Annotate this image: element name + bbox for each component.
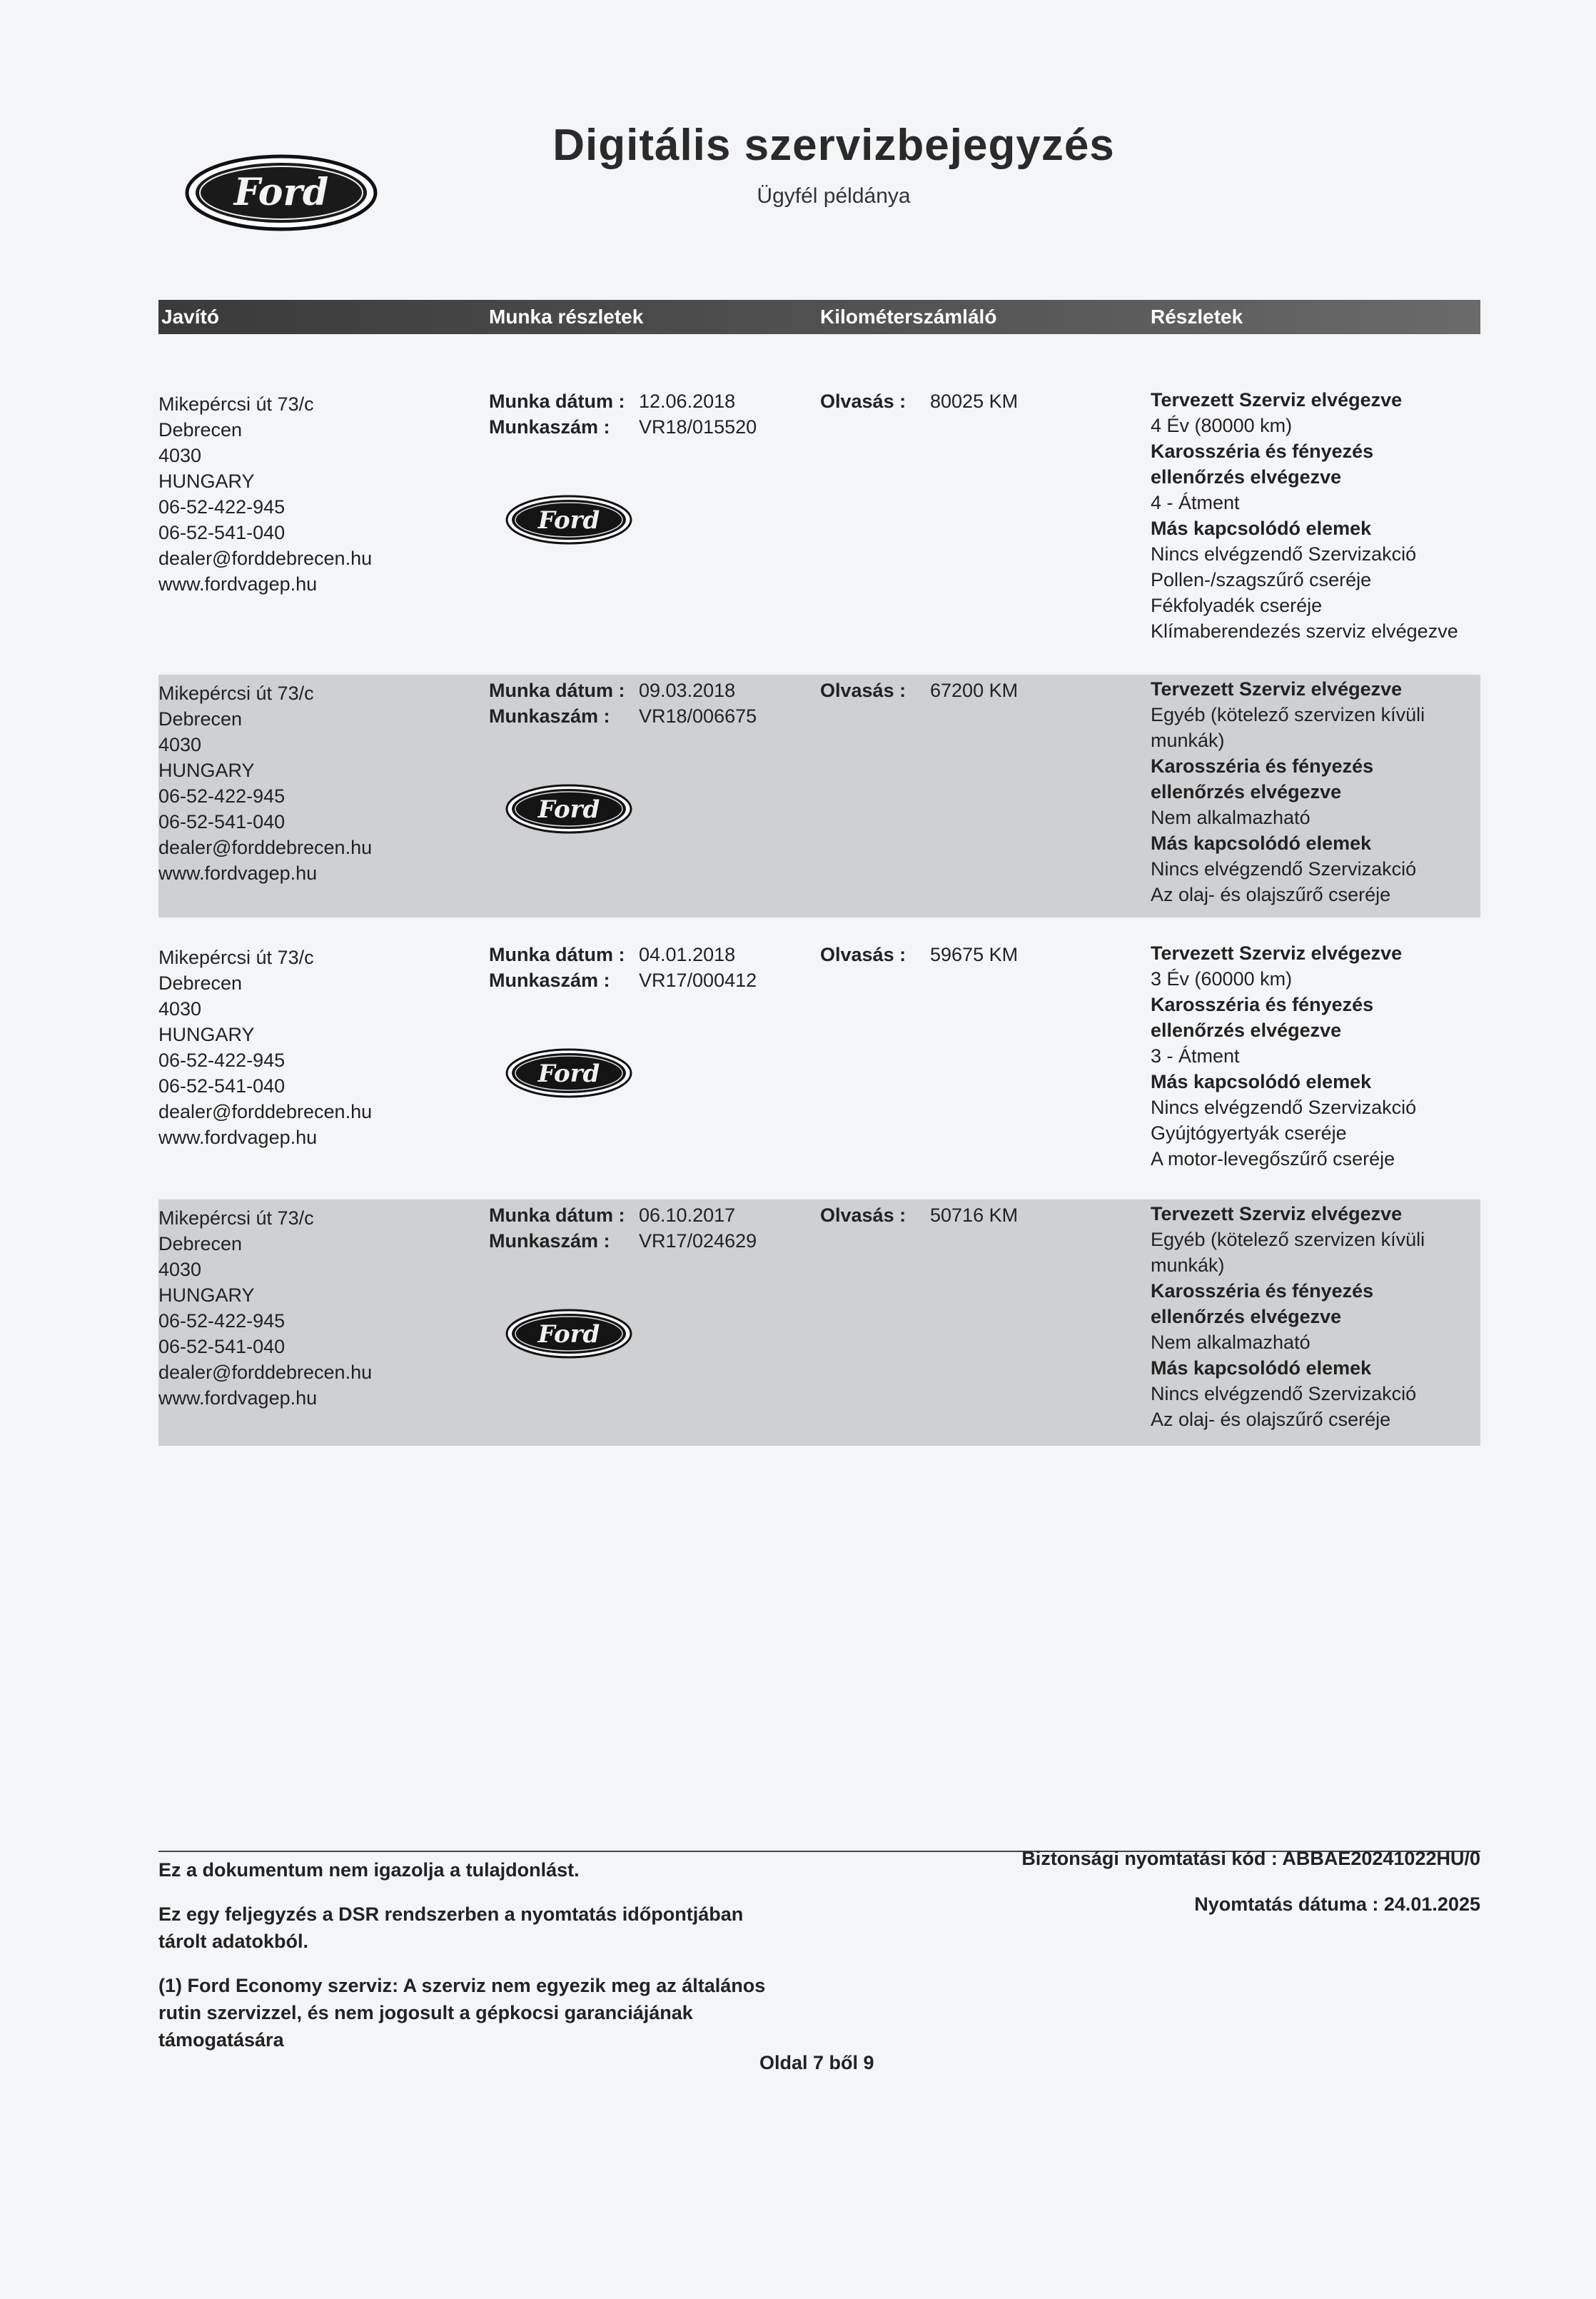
svg-text:Ford: Ford: [537, 506, 600, 535]
table-header: [158, 300, 1480, 334]
ford-logo: [505, 783, 633, 835]
address-line: 4030: [158, 1259, 202, 1280]
detail-line: Egyéb (kötelező szervizen kívüli: [1151, 704, 1425, 725]
address-line: HUNGARY: [158, 1284, 255, 1306]
work-date-label: Munka dátum :: [489, 680, 625, 701]
address-line: Mikepércsi út 73/c: [158, 1207, 314, 1229]
detail-line: munkák): [1151, 730, 1225, 751]
detail-heading: ellenőrzés elvégezve: [1151, 1306, 1342, 1327]
address-line: 06-52-541-040: [158, 1336, 286, 1357]
dealer-address: [158, 391, 372, 597]
page-number: Oldal 7 ből 9: [759, 2052, 874, 2073]
address-line: 06-52-422-945: [158, 1050, 286, 1071]
detail-heading: ellenőrzés elvégezve: [1151, 781, 1342, 803]
svg-text:Ford: Ford: [537, 795, 600, 824]
address-line: HUNGARY: [158, 1024, 255, 1045]
address-line: Debrecen: [158, 972, 243, 994]
address-line: www.fordvagep.hu: [158, 1387, 318, 1409]
reading-label: Olvasás :: [820, 391, 906, 412]
address-line: HUNGARY: [158, 471, 255, 492]
address-line: 4030: [158, 445, 202, 466]
column-header-details: Részletek: [1151, 306, 1243, 328]
odometer-reading: [820, 388, 1018, 414]
service-record: [158, 939, 1480, 1185]
odometer-reading: [820, 678, 1018, 703]
address-line: Mikepércsi út 73/c: [158, 947, 314, 968]
work-date: 09.03.2018: [639, 680, 736, 701]
dealer-address: [158, 945, 372, 1150]
address-line: dealer@forddebrecen.hu: [158, 837, 373, 858]
detail-line: A motor-levegőszűrő cseréje: [1151, 1148, 1395, 1169]
print-date: Nyomtatás dátuma : 24.01.2025: [1194, 1893, 1480, 1915]
detail-line: Egyéb (kötelező szervizen kívüli: [1151, 1229, 1425, 1250]
detail-line: Az olaj- és olajszűrő cseréje: [1151, 884, 1391, 905]
address-line: 06-52-541-040: [158, 811, 286, 832]
work-details: [489, 388, 757, 440]
address-line: 4030: [158, 998, 202, 1020]
address-line: dealer@forddebrecen.hu: [158, 1101, 373, 1122]
economy-service-note: (1) Ford Economy szerviz: A szerviz nem egyezik meg az általános rutin szervizzel, és nem jogosult a gépkocsi garanciájának támogatására: [158, 1975, 766, 2051]
work-number-label: Munkaszám :: [489, 1230, 610, 1252]
reading-value: 59675 KM: [930, 944, 1019, 965]
detail-line: Az olaj- és olajszűrő cseréje: [1151, 1409, 1391, 1430]
detail-heading: Karosszéria és fényezés: [1151, 441, 1374, 462]
service-details: [1151, 940, 1479, 1172]
work-date-label: Munka dátum :: [489, 944, 625, 965]
detail-line: Pollen-/szagszűrő cseréje: [1151, 569, 1372, 590]
detail-heading: Tervezett Szerviz elvégezve: [1151, 942, 1403, 964]
service-details: [1151, 387, 1479, 644]
work-details: [489, 942, 757, 993]
detail-line: Nincs elvégzendő Szervizakció: [1151, 1097, 1417, 1118]
odometer-reading: [820, 1202, 1018, 1228]
work-details: [489, 678, 757, 729]
work-date: 06.10.2017: [639, 1204, 736, 1226]
address-line: HUNGARY: [158, 760, 255, 781]
detail-line: Fékfolyadék cseréje: [1151, 595, 1323, 616]
address-line: Debrecen: [158, 1233, 243, 1254]
detail-heading: Más kapcsolódó elemek: [1151, 1071, 1372, 1092]
svg-text:Ford: Ford: [537, 1060, 600, 1088]
address-line: Mikepércsi út 73/c: [158, 683, 314, 704]
page-title: Digitális szervizbejegyzés: [552, 121, 1115, 170]
address-line: www.fordvagep.hu: [158, 1127, 318, 1148]
service-record: [158, 386, 1480, 671]
detail-line: munkák): [1151, 1254, 1225, 1276]
detail-heading: Karosszéria és fényezés: [1151, 994, 1374, 1015]
ownership-note: Ez a dokumentum nem igazolja a tulajdonlást.: [158, 1859, 580, 1881]
detail-heading: ellenőrzés elvégezve: [1151, 466, 1342, 488]
detail-line: 4 Év (80000 km): [1151, 415, 1293, 436]
dealer-address: [158, 680, 372, 886]
detail-line: Klímaberendezés szerviz elvégezve: [1151, 620, 1458, 642]
address-line: Mikepércsi út 73/c: [158, 393, 314, 415]
detail-line: 3 - Átment: [1151, 1045, 1240, 1067]
address-line: 06-52-422-945: [158, 1310, 286, 1332]
address-line: 4030: [158, 734, 202, 755]
security-print-code: Biztonsági nyomtatási kód : ABBAE20241022HU/0: [1021, 1848, 1480, 1869]
service-details: [1151, 1201, 1479, 1432]
detail-heading: Más kapcsolódó elemek: [1151, 1357, 1372, 1379]
ford-logo: [505, 1047, 633, 1099]
work-number-label: Munkaszám :: [489, 705, 610, 727]
detail-heading: Más kapcsolódó elemek: [1151, 518, 1372, 539]
column-header-repairer: Javító: [161, 306, 219, 328]
detail-heading: Tervezett Szerviz elvégezve: [1151, 678, 1403, 700]
work-number-label: Munkaszám :: [489, 416, 610, 438]
detail-heading: Tervezett Szerviz elvégezve: [1151, 389, 1403, 411]
address-line: 06-52-422-945: [158, 785, 286, 807]
reading-value: 67200 KM: [930, 680, 1019, 701]
ford-logo: [505, 1308, 633, 1359]
detail-heading: Tervezett Szerviz elvégezve: [1151, 1203, 1403, 1224]
work-number: VR17/024629: [639, 1230, 757, 1252]
address-line: 06-52-541-040: [158, 522, 286, 543]
odometer-reading: [820, 942, 1018, 967]
service-record: [158, 675, 1480, 917]
detail-line: Nincs elvégzendő Szervizakció: [1151, 1383, 1417, 1404]
reading-value: 50716 KM: [930, 1204, 1019, 1226]
dealer-address: [158, 1205, 372, 1411]
work-date: 04.01.2018: [639, 944, 736, 965]
work-number: VR18/015520: [639, 416, 757, 438]
column-header-work-details: Munka részletek: [489, 306, 644, 328]
reading-label: Olvasás :: [820, 944, 906, 965]
detail-heading: Karosszéria és fényezés: [1151, 1280, 1374, 1302]
address-line: Debrecen: [158, 708, 243, 730]
ford-logo: [505, 494, 633, 545]
detail-line: Nem alkalmazható: [1151, 1332, 1310, 1353]
detail-line: 4 - Átment: [1151, 492, 1240, 513]
service-details: [1151, 676, 1479, 907]
record-note: Ez egy feljegyzés a DSR rendszerben a nyomtatás időpontjában tárolt adatokból.: [158, 1903, 744, 1952]
work-number: VR17/000412: [639, 970, 757, 991]
detail-line: 3 Év (60000 km): [1151, 968, 1293, 990]
address-line: dealer@forddebrecen.hu: [158, 1362, 373, 1383]
address-line: 06-52-422-945: [158, 496, 286, 518]
address-line: 06-52-541-040: [158, 1075, 286, 1097]
reading-value: 80025 KM: [930, 391, 1019, 412]
address-line: www.fordvagep.hu: [158, 862, 318, 884]
service-record: [158, 1199, 1480, 1446]
work-details: [489, 1202, 757, 1254]
detail-line: Nincs elvégzendő Szervizakció: [1151, 543, 1417, 565]
detail-heading: Karosszéria és fényezés: [1151, 755, 1374, 777]
work-date-label: Munka dátum :: [489, 1204, 625, 1226]
detail-line: Nincs elvégzendő Szervizakció: [1151, 858, 1417, 880]
address-line: www.fordvagep.hu: [158, 573, 318, 595]
page-subtitle: Ügyfél példánya: [757, 184, 911, 208]
work-date: 12.06.2018: [639, 391, 736, 412]
detail-line: Nem alkalmazható: [1151, 807, 1310, 828]
detail-line: Gyújtógyertyák cseréje: [1151, 1122, 1347, 1144]
detail-heading: Más kapcsolódó elemek: [1151, 832, 1372, 854]
svg-text:Ford: Ford: [537, 1320, 600, 1349]
address-line: dealer@forddebrecen.hu: [158, 548, 373, 569]
address-line: Debrecen: [158, 419, 243, 441]
reading-label: Olvasás :: [820, 1204, 906, 1226]
work-date-label: Munka dátum :: [489, 391, 625, 412]
work-number: VR18/006675: [639, 705, 757, 727]
svg-text:Ford: Ford: [233, 171, 329, 214]
detail-heading: ellenőrzés elvégezve: [1151, 1020, 1342, 1041]
column-header-odometer: Kilométerszámláló: [820, 306, 997, 328]
work-number-label: Munkaszám :: [489, 970, 610, 991]
reading-label: Olvasás :: [820, 680, 906, 701]
